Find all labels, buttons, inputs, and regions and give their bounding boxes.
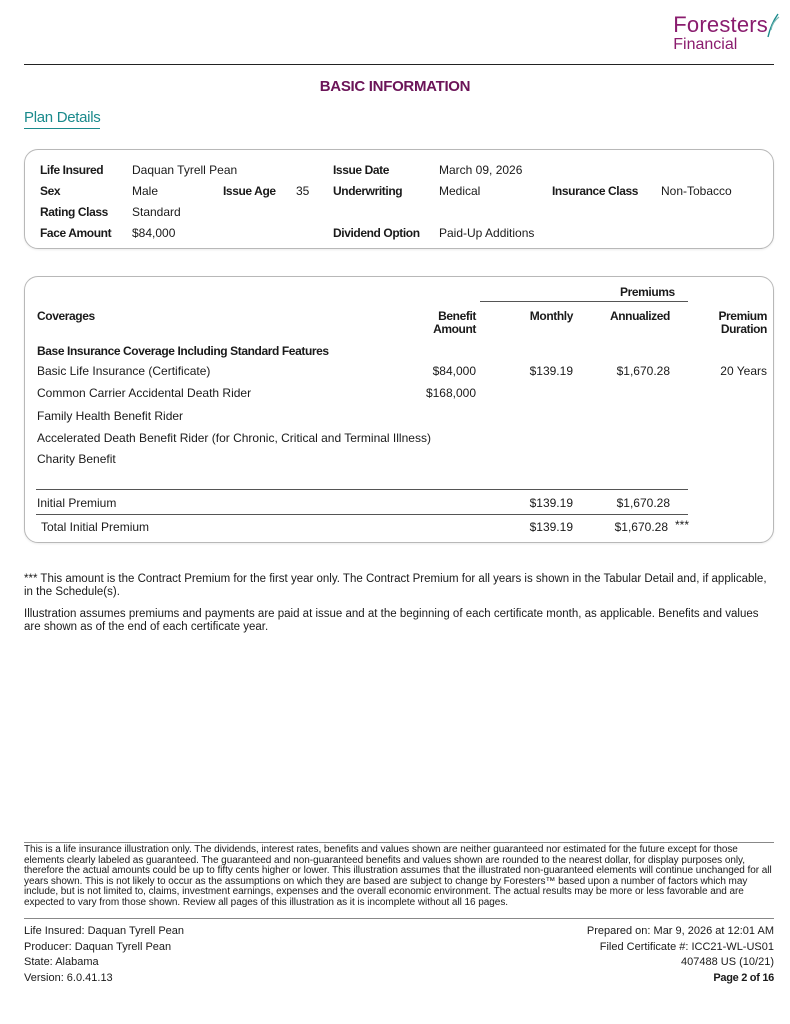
face-amount-label: Face Amount	[40, 226, 112, 240]
dividend-option-value: Paid-Up Additions	[439, 226, 535, 240]
underwriting-label: Underwriting	[333, 184, 403, 198]
footer-left	[24, 924, 184, 986]
header-rule	[24, 64, 774, 65]
initial-premium-rule	[36, 514, 688, 515]
coverage-row-name: Common Carrier Accidental Death Rider	[37, 386, 252, 400]
footer-form-number: 407488 US (10/21)	[681, 956, 774, 968]
footer-right	[587, 924, 774, 986]
disclaimer-text: This is a life insurance illustration only. The dividends, interest rates, benefits and values shown are neither guaranteed nor estimated for the future except for those elements clearly labeled as guaranteed. The guaranteed and non-guaranteed benefits and values shown are rounded to the nearest dollar, for display purposes only, therefore the actual amounts could be up to fifty cents higher or lower. This illustration assumes that the illustrated non-guaranteed elements will continue unchanged for all years shown. This is not likely to occur as the assumptions on which they are based are subject to change by Foresters™ based upon a number of factors which may include, but is not limited to, claims, investment earnings, expenses and the overall economic environment. The actual results may be more or less favorable and are expected to vary from those shown. Review all pages of this illustration as it is incomplete without all 16 pages.	[24, 844, 772, 908]
premiums-group-label: Premiums	[620, 285, 675, 299]
monthly-header: Monthly	[529, 309, 573, 323]
coverage-row-name: Charity Benefit	[37, 452, 116, 466]
footer-version: Version: 6.0.41.13	[24, 971, 113, 984]
disclaimer-top-rule	[24, 842, 774, 843]
coverage-row-monthly: $139.19	[529, 364, 573, 378]
insurance-class-value: Non-Tobacco	[661, 184, 732, 198]
total-initial-premium-marker: ***	[675, 518, 690, 532]
insurance-class-label: Insurance Class	[552, 184, 639, 198]
logo-word-foresters: Foresters	[673, 12, 768, 37]
plan-details-heading: Plan Details	[24, 109, 100, 129]
page-title: BASIC INFORMATION	[319, 78, 471, 95]
life-insured-value: Daquan Tyrell Pean	[132, 163, 238, 177]
issue-date-label: Issue Date	[333, 163, 390, 177]
sex-value: Male	[132, 184, 159, 198]
coverage-row-name: Basic Life Insurance (Certificate)	[37, 364, 211, 378]
initial-premium-monthly: $139.19	[529, 496, 573, 510]
issue-age-value: 35	[296, 184, 310, 198]
face-amount-value: $84,000	[132, 226, 176, 240]
footer-state: State: Alabama	[24, 956, 99, 968]
benefit-header-line1: Benefit	[438, 309, 476, 323]
coverage-row-name: Family Health Benefit Rider	[37, 409, 184, 423]
leaf-icon	[766, 12, 780, 38]
illustration-note: Illustration assumes premiums and payments are paid at issue and at the beginning of each certificate month, as applicable. Benefits and values are shown as of the end of each certificate year.	[24, 608, 759, 633]
asterisk-note: *** This amount is the Contract Premium for the first year only. The Contract Premium for all years is shown in the Tabular Detail and, if applicable, in the Schedule(s).	[24, 573, 767, 598]
total-initial-premium-annualized: $1,670.28	[614, 520, 668, 534]
coverage-row-duration: 20 Years	[720, 364, 767, 378]
footer-life-insured: Life Insured: Daquan Tyrell Pean	[24, 925, 185, 937]
footer-producer: Producer: Daquan Tyrell Pean	[24, 940, 172, 953]
life-insured-label: Life Insured	[40, 163, 104, 177]
premiums-group-rule	[480, 301, 688, 302]
sex-label: Sex	[40, 184, 61, 198]
initial-premium-label: Initial Premium	[37, 496, 117, 510]
coverages-header: Coverages	[37, 309, 95, 323]
logo-word-financial: Financial	[673, 36, 738, 53]
premium-total-rule	[36, 489, 688, 490]
footer-page-number: Page 2 of 16	[713, 971, 774, 984]
issue-date-value: March 09, 2026	[439, 163, 523, 177]
coverage-row-annualized: $1,670.28	[616, 364, 670, 378]
underwriting-value: Medical	[439, 184, 481, 198]
disclaimer-bottom-rule	[24, 918, 774, 919]
rating-class-value: Standard	[132, 205, 181, 219]
annualized-header: Annualized	[609, 309, 670, 323]
footer-prepared-on: Prepared on: Mar 9, 2026 at 12:01 AM	[586, 925, 774, 937]
total-initial-premium-label: Total Initial Premium	[41, 520, 150, 534]
coverage-section-title: Base Insurance Coverage Including Standard Features	[37, 344, 329, 358]
dividend-option-label: Dividend Option	[333, 226, 420, 240]
issue-age-label: Issue Age	[223, 184, 276, 198]
coverage-row-benefit: $168,000	[425, 386, 476, 400]
coverage-row-benefit: $84,000	[432, 364, 476, 378]
initial-premium-annualized: $1,670.28	[616, 496, 670, 510]
benefit-header-line2: Amount	[433, 322, 476, 336]
rating-class-label: Rating Class	[40, 205, 108, 219]
total-initial-premium-monthly: $139.19	[529, 520, 573, 534]
footer-certificate: Filed Certificate #: ICC21-WL-US01	[599, 940, 774, 953]
duration-header-line2: Duration	[720, 322, 767, 336]
foresters-logo	[673, 14, 768, 53]
coverage-row-name: Accelerated Death Benefit Rider (for Chronic, Critical and Terminal Illness)	[37, 431, 431, 445]
duration-header-line1: Premium	[718, 309, 767, 323]
